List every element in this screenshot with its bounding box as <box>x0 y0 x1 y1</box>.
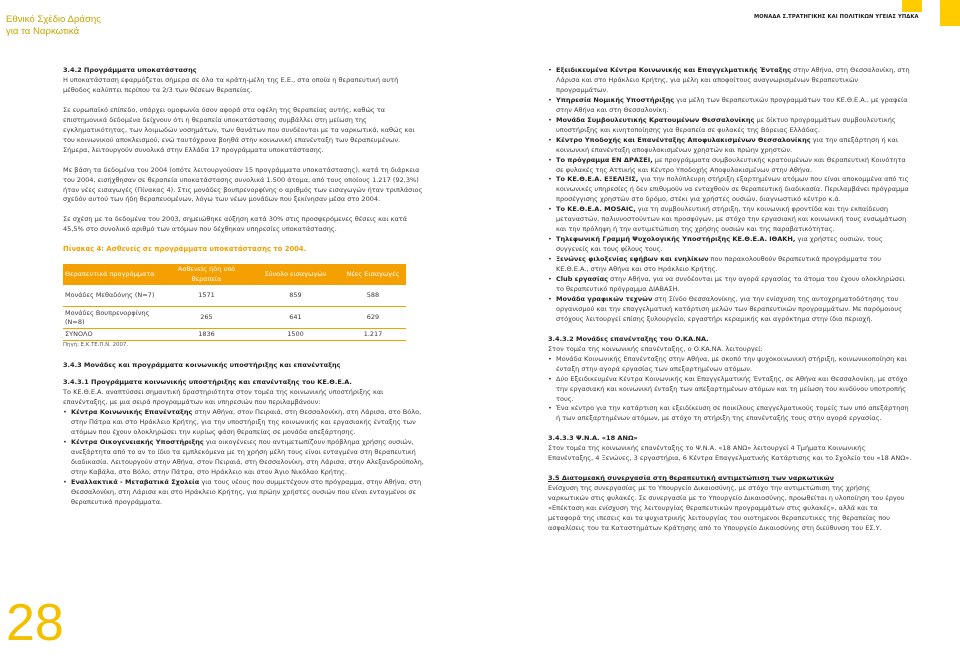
header-accent-square-1 <box>902 0 922 12</box>
paragraph: Στον τομέα της κοινωνικής επανένταξης, ο Ο.ΚΑ.ΝΑ. λειτουργεί: <box>548 344 763 353</box>
paragraph: Το ΚΕ.Θ.Ε.Α. αναπτύσσει σημαντική δραστηριότητα στον τομέα της κοινωνικής υποστήριξης και επανένταξης, με μια σειρά προγραμμάτων και υπηρεσιών που περιλαμβάνουν: <box>63 388 384 407</box>
list-item: • Κέντρο Υποδοχής και Επανένταξης Αποφυλακισμένων Θεσσαλονίκης για την απεξάρτηση ή και κοινωνική επανένταξη αποφυλακισμένων χρηστών και πρώην χρηστών. <box>548 136 912 156</box>
services-list <box>63 408 425 508</box>
table-cell: 1836 <box>162 329 251 341</box>
section-heading-3-5: 3.5 Διατομεακή συνεργασία στη θεραπευτική αντιμετώπιση των ναρκωτικών <box>548 474 834 483</box>
list-item: • Μονάδα Κοινωνικής Επανένταξης στην Αθήνα, με σκοπό την ψυχοκοινωνική στήριξη, κοινωνικοποίηση και ένταξη στην αγορά εργασίας των απεξαρτημένων ατόμων. <box>548 355 912 375</box>
header-accent-square-2 <box>940 0 960 26</box>
list-item: • Ένα κέντρο για την κατάρτιση και εξειδίκευση σε ποικίλους επαγγελματικούς τομείς των υπό απεξάρτηση ή των απεξαρτημένων ατόμων, με στόχο τη στήριξη της επανένταξής τους στην αγορά εργασίας. <box>548 404 912 424</box>
list-item: • Κέντρα Κοινωνικής Επανένταξης στην Αθήνα, στον Πειραιά, στη Θεσσαλονίκη, στη Λάρισα, στο Βόλο, στην Πάτρα και στο Ηράκλειο Κρήτης, για την υποστήριξη της κοινωνικής και εργασιακής ένταξης των ατόμων που έχουν ολοκληρώσει την κυρίως φάση θεραπείας σε μονάδα απεξάρτησης. <box>63 408 425 438</box>
unit-label: ΜΟΝΑΔΑ Σ.ΤΡΑΤΗΓΙΚΗΣ ΚΑΙ ΠΟΛΙΤΙΚΩΝ ΥΓΕΙΑΣ ΥΠΔΚΑ <box>754 14 919 20</box>
table-header-cell: Σύνολο εισαγωγών <box>251 264 340 285</box>
list-item: • Το ΚΕ.Θ.Ε.Α. MOSAIC, για τη συμβουλευτική στήριξη, την κοινωνική φροντίδα και την εκπαίδευση μεταναστών, παλιννοστούντων και προσφύγων, με στόχο την εργασιακή και κοινωνική τους ενσωμάτωση και την πρόληψη ή την αντιμετώπιση της χρήσης ουσιών και της παραβατικότητας. <box>548 205 912 235</box>
services-list-continued <box>548 66 912 325</box>
table-cell: 1.217 <box>340 329 406 341</box>
table-cell: 588 <box>340 285 406 307</box>
table-cell: 859 <box>251 285 340 307</box>
list-item: • Υπηρεσία Νομικής Υποστήριξης για μέλη των θεραπευτικών προγραμμάτων του ΚΕ.Θ.Ε.Α., με γραφεία στην Αθήνα και στη Θεσσαλονίκη. <box>548 96 912 116</box>
list-item: • Δύο Εξειδικευμένα Κέντρα Κοινωνικής και Επαγγελματικής Ένταξης, σε Αθήνα και Θεσσαλονίκη, με στόχο την εργασιακή και κοινωνική ένταξη των απεξαρτημένων ατόμων και τη μείωση του κινδύνου υποτροπής τους. <box>548 375 912 405</box>
table-cell: 265 <box>162 307 251 329</box>
list-item: • Κέντρα Οικογενειακής Υποστήριξης για οικογένειες που αντιμετωπίζουν πρόβλημα χρήσης ουσιών, ανεξάρτητα από το αν το ίδιο τα εμπλεκόμενα με τη χρήση μέλη τους είναι ενταγμένα στη θεραπευτική διαδικασία. Λειτουργούν στην Αθήνα, στον Πειραιά, στη Θεσσαλονίκη, στη Λάρισα, στην Αλεξανδρούπολη, στην Καβάλα, στο Βόλο, στην Πάτρα, στο Ηράκλειο και στον Άγιο Νικόλαο Κρήτης. <box>63 438 425 478</box>
list-item: • Ξενώνες φιλοξενίας εφήβων και ενηλίκων που παρακολουθούν θεραπευτικά προγράμματα του ΚΕ.Θ.Ε.Α., στην Αθήνα και στο Ηράκλειο Κρήτης. <box>548 255 912 275</box>
paragraph: Στον τομέα της κοινωνικής επανένταξης το Ψ.Ν.Α. «18 ΑΝΩ» λειτουργεί 4 Τμήματα Κοινωνικής Επανένταξης, 4 Ξενώνες, 3 εργαστήρια, 6 Κέντρα Επαγγελματικής Κατάρτισης και το Σχολείο του «18 ΑΝΩ». <box>548 444 912 463</box>
list-item: • Το ΚΕ.Θ.Ε.Α. ΕΞΕΛΙΞΙΣ, για την πολύπλευρη στήριξη εξαρτημένων ατόμων που είναι αποκομμένα από τις κοινωνικές υπηρεσίες ή δεν επιθυμούν να ενταχθούν σε θεραπευτική διαδικασία. Περιλαμβάνει πρόγραμμα προσέγγισης χρηστών στο δρόμο, στέκι για χρήστες ουσιών, διαγνωστικό κέντρο κ.ά. <box>548 175 912 205</box>
list-item: • Τηλεφωνική Γραμμή Ψυχολογικής Υποστήριξης ΚΕ.Θ.Ε.Α. ΙΘΑΚΗ, για χρήστες ουσιών, τους συγγενείς και τους φίλους τους. <box>548 235 912 255</box>
table-cell: 1571 <box>162 285 251 307</box>
table-cell: ΣΥΝΟΛΟ <box>63 329 162 341</box>
table-row-total <box>63 329 406 341</box>
list-item: • Club εργασίας στην Αθήνα, για να συνδέονται με την αγορά εργασίας τα άτομα του έχουν ολοκληρώσει το θεραπευτικό πρόγραμμα ΔΙΑΒΑΣΗ. <box>548 275 912 295</box>
paragraph: Ενίσχυση της συνεργασίας με το Υπουργείο Δικαιοσύνης, με στόχο την αντιμετώπιση της χρήσης ναρκωτικών στις φυλακές. Σε συνεργασία με το Υπουργείο Δικαιοσύνης, προωθείται η υλοποίηση του έργου «Επέκταση και ενίσχυση της λειτουργίας θεραπευτικών προγραμμάτων στις φυλακές», αλλά και τα μεταφορά της ιπεσεις και τα ψυχιατρικής λειτουργίας του οιοτημενοι θεραπευτικες της θεραπείας που ασφαλίσεις του τα Καταστημάτων Κράτησης από το Υπουργείο Δικαιοσύνης στη διεύθυνση του ΕΣ.Υ. <box>548 484 905 532</box>
list-item: • Το πρόγραμμα ΕΝ ΔΡΑΣΕΙ, με προγράμματα συμβουλευτικής κρατουμένων και Θεραπευτική Κοινότητα σε φυλακές της Αττικής και Κέντρο Υποδοχής Αποφυλακισμένων στην Αθήνα. <box>548 156 912 176</box>
page-number: 28 <box>6 594 64 652</box>
table-header-row <box>63 264 406 285</box>
okana-list <box>548 355 912 425</box>
table-header-cell: Θεραπευτικά προγράμματα <box>63 264 162 285</box>
list-item: • Μονάδα γραφικών τεχνών στη Σίνδο Θεσσαλονίκης, για την ενίσχυση της αυτοχρηματοδότησης του οργανισμού και την επαγγελματική κατάρτιση μελών των θεραπευτικών προγραμμάτων. Με παρόμοιους στόχους λειτουργεί επίσης ξυλουργείο, εργαστήρι κεραμικής και αγρόκτημα στην ίδια περιοχή. <box>548 295 912 325</box>
table-header-cell: Νέες Εισαγωγές <box>340 264 406 285</box>
document-title: Εθνικό Σχέδιο Δράσης για τα Ναρκωτικά <box>6 14 101 37</box>
table-cell: 629 <box>340 307 406 329</box>
table-cell: Μονάδες Βουπρενορφίνης (Ν=8) <box>63 307 162 329</box>
section-heading-3-4-2: 3.4.2 Προγράμματα υποκατάστασης <box>63 66 197 74</box>
right-column <box>548 66 912 534</box>
list-item: • Εξειδικευμένα Κέντρα Κοινωνικής και Επαγγελματικής Ένταξης στην Αθήνα, στη Θεσσαλονίκη, στη Λάρισα και στο Ηράκλειο Κρήτης, για μέλη και αποφοίτους αναγνωρισμένων θεραπευτικών προγραμμάτων. <box>548 66 912 96</box>
left-column <box>63 66 425 508</box>
list-item: • Μονάδα Συμβουλευτικής Κρατουμένων Θεσσαλονίκης με δίκτυο προγραμμάτων συμβουλευτικής υποστήριξης και κινητοποίησης για θεραπεία σε φυλακές της Βόρειας Ελλάδας. <box>548 116 912 136</box>
table-row <box>63 285 406 307</box>
section-heading-3-4-3: 3.4.3 Μονάδες και προγράμματα κοινωνικής υποστήριξης και επανένταξης <box>63 361 341 370</box>
paragraph: Με βάση τα δεδομένα του 2004 (οπότε λειτουργούσαν 15 προγράμματα υποκατάστασης), κατά τη διάρκεια του 2004, εισήχθησαν σε θεραπεία υποκατάστασης συνολικά 1.500 άτομα, από τους οποίους 1.217 (92,3%) ήταν νέες εισαγωγές (Πίνακας 4). Στις μονάδες βουπρενορφίνης ο αριθμός των εισαγωγών ήταν τριπλάσιος σχεδόν αυτού των ήδη θεραπευομένων, λόγω των νέων μονάδων που ξεκίνησαν μέσα στο 2004. <box>63 165 423 204</box>
paragraph: Η υποκατάσταση εφαρμόζεται σήμερα σε όλα τα κράτη-μέλη της Ε.Ε., στα οποία η θεραπευτική αυτή μέθοδος καλύπτει περίπου τα 2/3 των θέσεων θεραπείας. <box>63 75 399 94</box>
section-heading-3-4-3-1: 3.4.3.1 Προγράμματα κοινωνικής υποστήριξης και επανένταξης του ΚΕ.Θ.Ε.Α. <box>63 378 352 387</box>
table-source: Πηγή: Ε.Κ.ΤΕ.Π.Ν. 2007. <box>63 342 129 349</box>
list-item: • Εναλλακτικά - Μεταβατικά Σχολεία για τους νέους που συμμετέχουν στο πρόγραμμα, στην Αθήνα, στη Θεσσαλονίκη, στη Λάρισα και στο Ηράκλειο Κρήτης, για πρώην χρήστες ουσιών που είναι ενταγμένοι σε θεραπευτικά προγράμματα. <box>63 478 425 508</box>
section-heading-3-4-3-2: 3.4.3.2 Μονάδες επανένταξης του Ο.ΚΑ.ΝΑ. <box>548 334 709 343</box>
table-cell: 641 <box>251 307 340 329</box>
section-heading-3-4-3-3: 3.4.3.3 Ψ.Ν.Α. «18 ΑΝΩ» <box>548 434 638 443</box>
table-header-cell: Ασθενείς ήδη υπό θεραπεία <box>162 264 251 285</box>
patients-table <box>63 264 406 341</box>
paragraph: Σε ευρωπαϊκό επίπεδο, υπάρχει ομοφωνία όσον αφορά στα οφέλη της θεραπείας αυτής, καθώς τα επιστημονικά δεδομένα δείχνουν ότι η θεραπεία υποκατάστασης συμβάλλει στη μείωση της εγκληματικότητας, των λοιμωδών νοσημάτων, των θανάτων που συνδέονται με τα ναρκωτικά, καθώς και του κοινωνικού αποκλεισμού, ενώ ταυτόχρονα βοηθά στην κοινωνική επανένταξη των θεραπευμένων. Σήμερα, λειτουργούν συνολικά στην Ελλάδα 17 προγράμματα υποκατάστασης. <box>63 105 415 154</box>
paragraph: Σε σχέση με τα δεδομένα του 2003, σημειώθηκε αύξηση κατά 30% στις προσφερόμενες θέσεις και κατά 45,5% στο συνολικό αριθμό των ατόμων που δέχθηκαν υπηρεσίες υποκατάστασης. <box>63 215 408 234</box>
table-cell: Μονάδες Μεθαδόνης (Ν=7) <box>63 285 162 307</box>
table-caption: Πίνακας 4: Ασθενείς σε προγράμματα υποκατάστασης το 2004. <box>63 245 307 254</box>
table-cell: 1500 <box>251 329 340 341</box>
table-row <box>63 307 406 329</box>
